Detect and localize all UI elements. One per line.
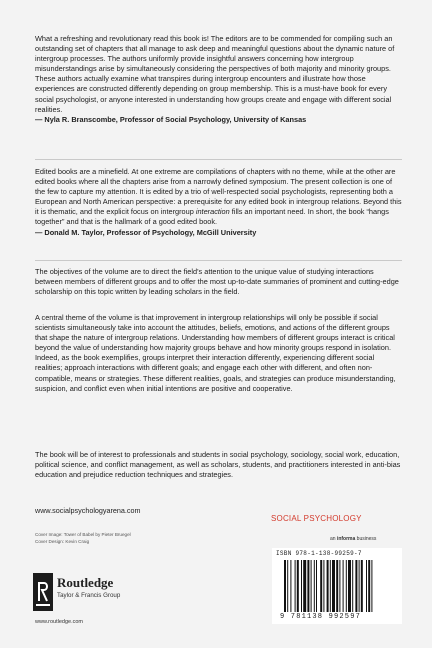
endorsement-italic-word: interaction (195, 207, 230, 217)
publisher-group: Taylor & Francis Group (57, 592, 121, 599)
description-paragraph-1 (35, 267, 402, 297)
publisher-name: Routledge (57, 575, 114, 590)
endorsement-attribution: — Nyla R. Branscombe, Professor of Social Psychology, University of Kansas (35, 114, 307, 124)
endorsement-text: What a refreshing and revolutionary read this book is! The editors are to be commended for compiling such an outstanding set of chapters that all manage to ask deep and meaningful questions about the dynamic nature of intergroup processes. The authors uniformly provide insightful answers concerning how intergroup misunderstandings arise by simultaneously considering the perspectives of both majority and minority groups. These authors actually examine what transpires during intergroup encounters and illustrate how those experiences are constructed differently depending on group membership. This is a must-have book for every social psychologist, or anyone interested in understanding how groups create and engage with different social realities. (35, 34, 395, 114)
description-paragraph-3 (35, 450, 402, 480)
credit-design: Cover Design: Kevin Craig (35, 539, 90, 544)
informa-business-line (330, 536, 376, 542)
barcode-icon (282, 560, 398, 612)
endorsement-text (35, 167, 402, 228)
cover-credits (35, 531, 131, 545)
description-text: A central theme of the volume is that improvement in intergroup relationships will only be possible if social scientists simultaneously take into account the attitudes, beliefs, emotions, and actions of the different groups that shape the nature of intergroup relations. Understanding how members of different groups interact is critical beyond the value of understanding how majority groups behave and how minority groups respond in isolation. Indeed, as the book exemplifies, groups interpret their interaction differently, experiencing different social realities; approach interactions with different goals; and engage each other with different, and often non-compatible, means or strategies. These different realities, goals, and strategies can produce misunderstanding, suspicion, and conflict even when initial intentions are positive and cooperative. (35, 313, 396, 393)
endorsement-branscombe (35, 34, 402, 125)
routledge-logo-icon (33, 573, 53, 611)
endorsement-text-end: fills an important need. In short, the book “hangs together” and that is the hallmark of a good edited book. (35, 207, 389, 227)
divider (35, 159, 402, 160)
publisher-website[interactable]: www.routledge.com (35, 619, 83, 625)
barcode-number: 9 781138 992597 (280, 613, 362, 621)
informa-suffix: business (355, 536, 377, 542)
informa-brand: informa (336, 536, 356, 542)
series-url[interactable]: www.socialpsychologyarena.com (35, 506, 141, 515)
subject-category: SOCIAL PSYCHOLOGY (271, 514, 362, 523)
isbn-text: ISBN 978-1-138-99259-7 (276, 550, 362, 557)
credit-image: Cover Image: Tower of Babel by Pieter Bruegel (35, 532, 131, 537)
endorsement-text-start: Edited books are a minefield. At one extreme are compilations of chapters with no theme, while at the other are edited books where all the chapters arise from a narrowly defined symposium. The present collection is one of the few to capture my attention. It is edited by a trio of well-respected social psychologists, representing both a European and North American perspective: a prerequisite for any edited book in intergroup relations. Beyond this it is thematic, and the explicit focus on intergroup (35, 167, 402, 217)
divider (35, 260, 402, 261)
informa-prefix: an (330, 536, 337, 542)
endorsement-attribution: — Donald M. Taylor, Professor of Psychology, McGill University (35, 227, 257, 237)
endorsement-taylor (35, 167, 402, 238)
description-paragraph-2 (35, 313, 402, 394)
description-text: The book will be of interest to professionals and students in social psychology, sociology, social work, education, political science, and conflict management, as well as scholars, students, and practitioners interested in anti-bias education and prejudice reduction techniques and strategies. (35, 450, 401, 480)
description-text: The objectives of the volume are to direct the field’s attention to the unique value of studying interactions between members of different groups and to offer the most up-to-date summaries of prominent and cutting-edge scholarship on this topic written by leading scholars in the field. (35, 267, 399, 297)
